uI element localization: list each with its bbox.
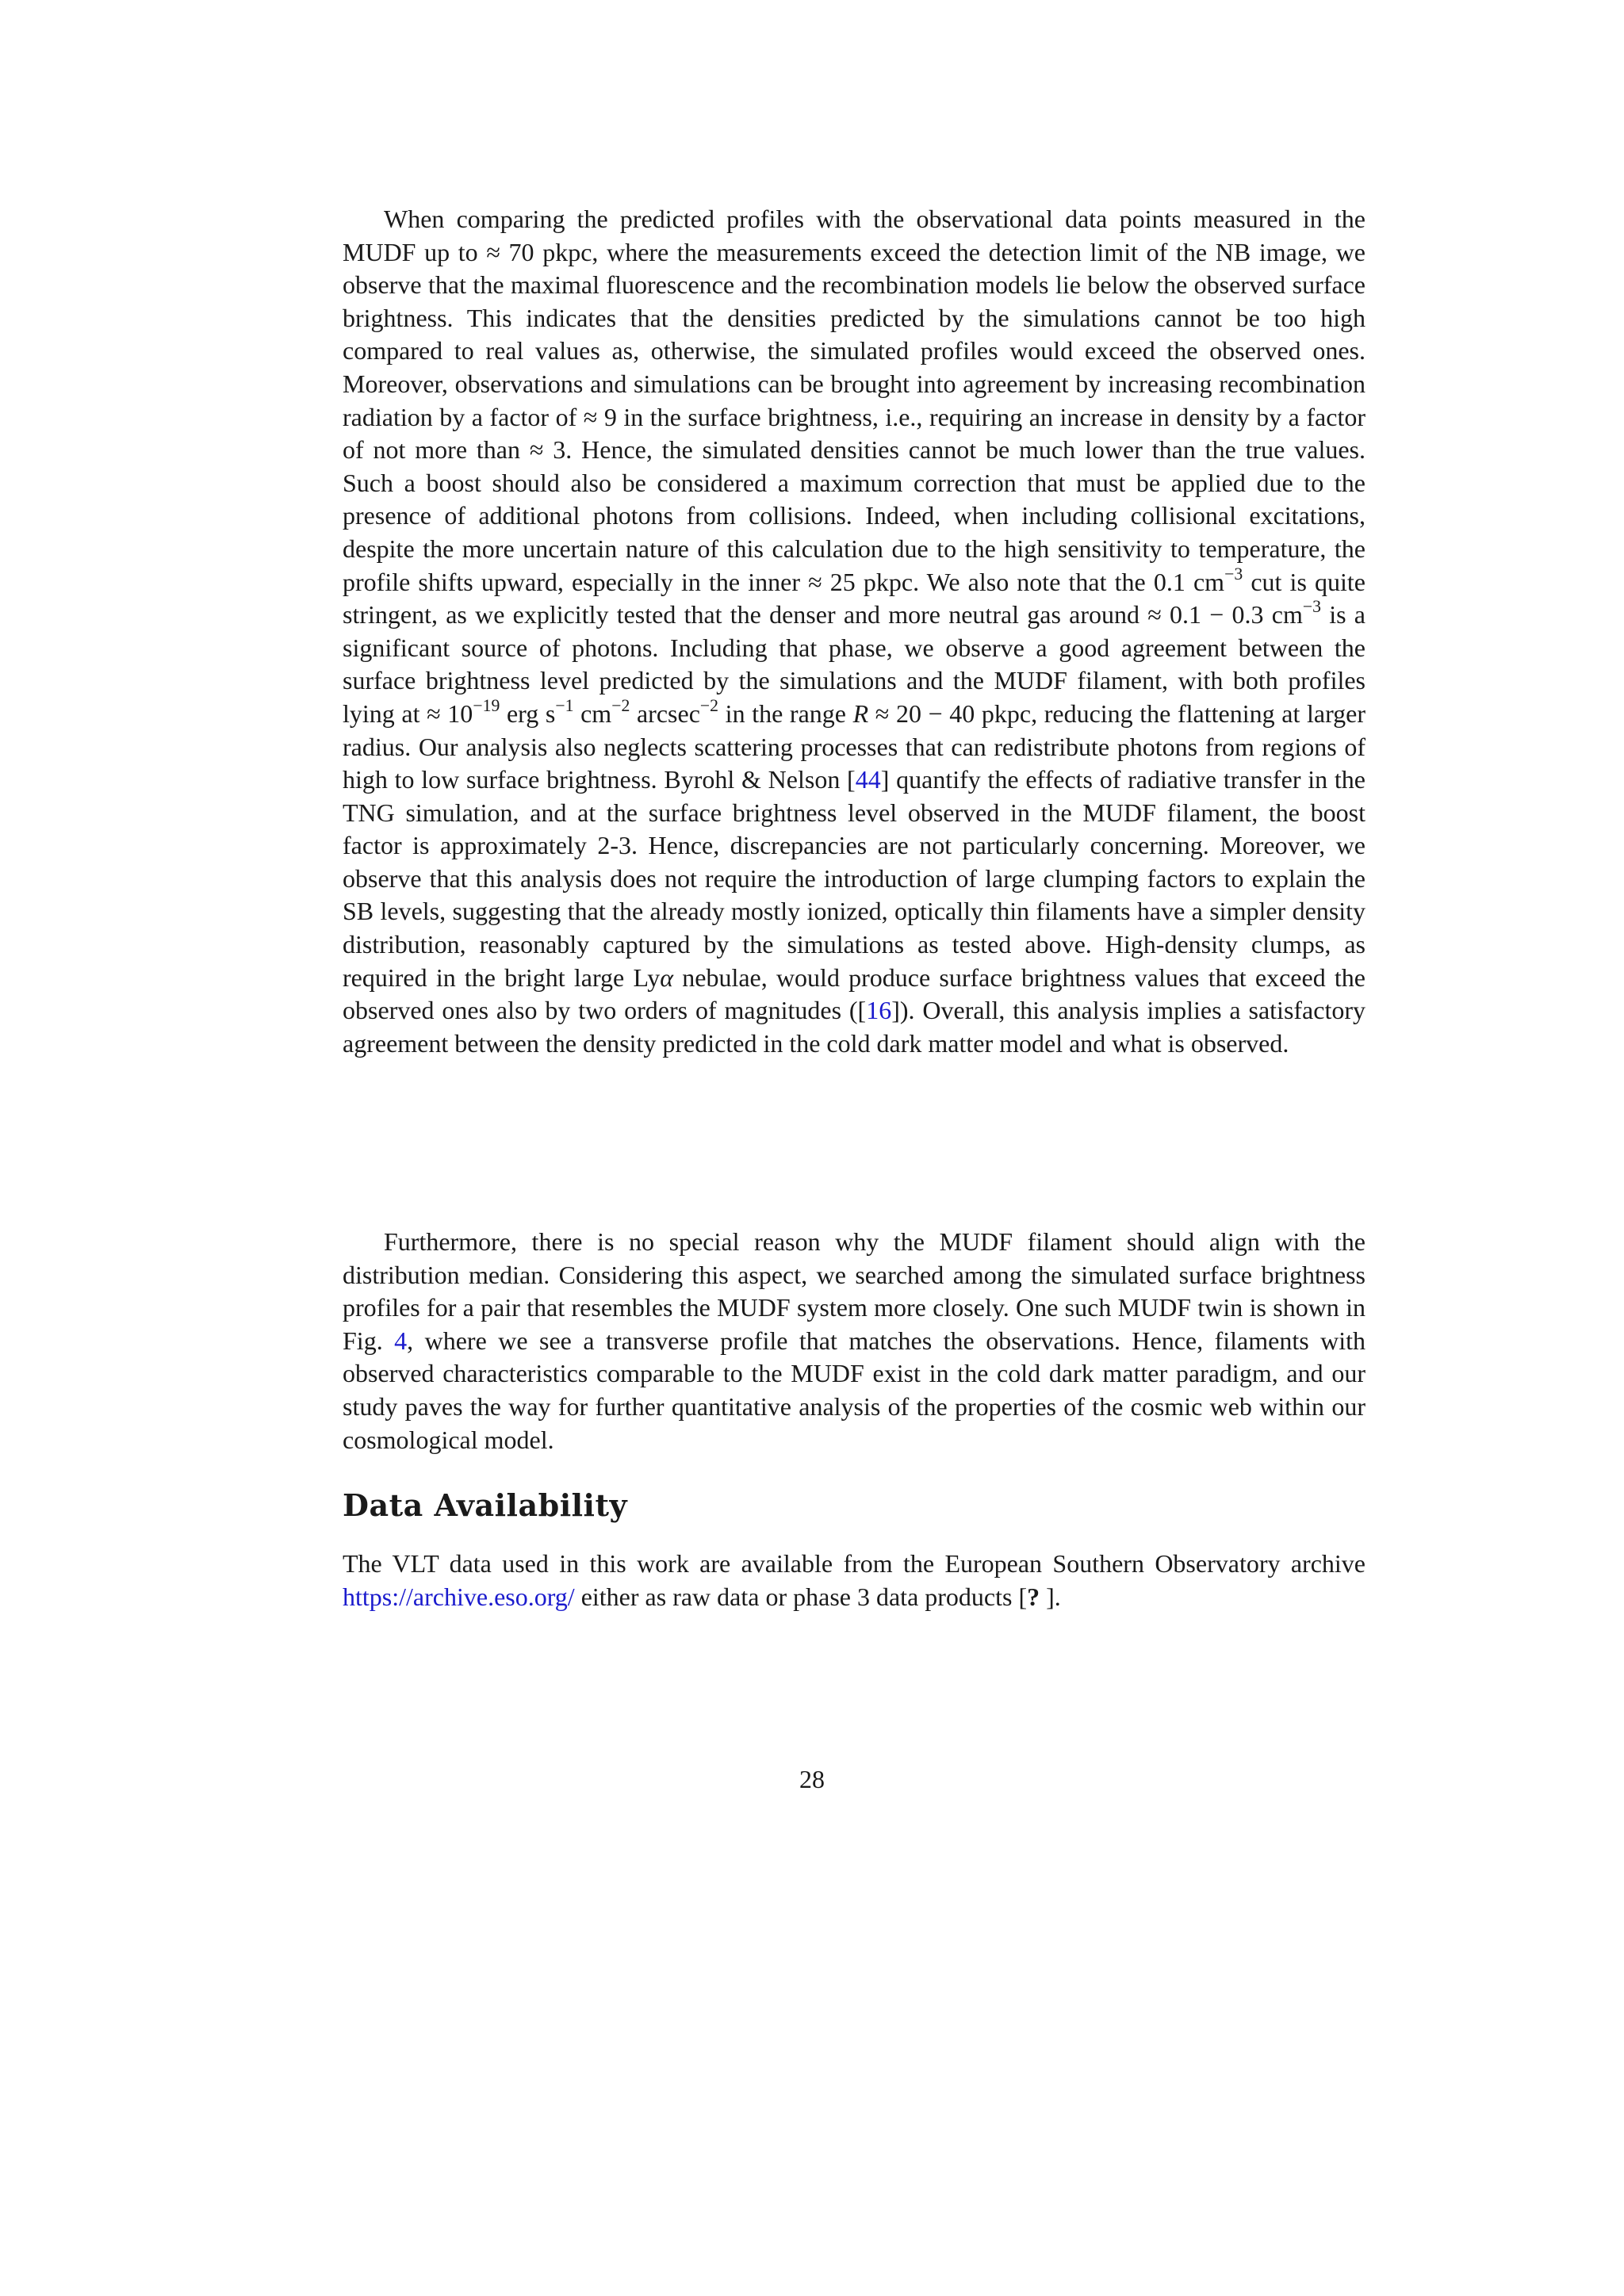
text-run: ≈ 20 − 40 pkpc, reducing the flattening at larger radius. Our analysis also neglects scattering processes that can redistribute photons from regions of high to low surface brightness. Byrohl & Nelson [ — [343, 698, 1366, 794]
text-run: , where we see a transverse profile that matches the observations. Hence, filaments with observed characteristics comparable to the MUDF exist in the cold dark matter paradigm, and our study paves the way for further quantitative analysis of the properties of the cosmic web within our cosmological model. — [343, 1326, 1366, 1454]
missing-citation: ? — [1027, 1582, 1040, 1611]
body-paragraph-2 — [343, 1226, 1365, 1456]
figure-link-4[interactable]: 4 — [394, 1326, 408, 1355]
text-run: cm — [573, 698, 612, 728]
math-variable: R — [852, 698, 869, 728]
text-run: nebulae, would produce surface brightness values that exceed the observed ones also by two orders of magnitudes ([ — [343, 962, 1366, 1025]
text-run: When comparing the predicted profiles with the observational data points measured in the MUDF up to ≈ 70 pkpc, where the measurements exceed the detection limit of the NB image, we observe that the maximal fluorescence and the recombination models lie below the observed surface brightness. This indicates that the densities predicted by the simulations cannot be too high compared to real values as, otherwise, the simulated profiles would exceed the observed ones. Moreover, observations and simulations can be brought into agreement by increasing recombination radiation by a factor of ≈ 9 in the surface brightness, i.e., requiring an increase in density by a factor of not more than ≈ 3. Hence, the simulated densities cannot be much lower than the true values. Such a boost should also be considered a maximum correction that must be applied due to the presence of additional photons from collisions. Indeed, when including collisional excitations, despite the more uncertain nature of this calculation due to the high sensitivity to temperature, the profile shifts upward, especially in the inner ≈ 25 pkpc. We also note that the 0.1 cm — [343, 205, 1365, 596]
text-run: cut is quite stringent, as we explicitly tested that the denser and more neutral gas around ≈ 0.1 − 0.3 cm — [343, 567, 1366, 629]
text-run: in the range — [718, 698, 853, 728]
text-run: ]. — [1040, 1582, 1061, 1611]
paragraph-text — [343, 1226, 1365, 1456]
archive-url-link[interactable]: https://archive.eso.org/ — [343, 1582, 575, 1611]
text-run: Furthermore, there is no special reason why the MUDF filament should align with the distribution median. Considering this aspect, we searched among the simulated surface brightness profiles for a pair that resembles the MUDF system more closely. One such MUDF twin is shown in Fig. — [343, 1227, 1365, 1355]
text-run: is a significant source of photons. Including that phase, we observe a good agreement between the surface brightness level predicted by the simulations and the MUDF filament, with both profiles lying at ≈ 10 — [343, 600, 1366, 728]
body-paragraph-1 — [343, 203, 1365, 1060]
paragraph-text — [343, 203, 1365, 1060]
data-availability-paragraph — [343, 1548, 1365, 1613]
math-symbol: α — [660, 962, 674, 992]
page-number: 28 — [799, 1765, 825, 1793]
paragraph-text — [343, 1548, 1365, 1613]
text-run: either as raw data or phase 3 data products [ — [574, 1582, 1028, 1611]
superscript: −3 — [1224, 564, 1243, 584]
citation-link-44[interactable]: 44 — [855, 765, 881, 794]
citation-link-16[interactable]: 16 — [866, 996, 892, 1025]
text-run: ] quantify the effects of radiative transfer in the TNG simulation, and at the surface brightness level observed in the MUDF filament, the boost factor is approximately 2-3. Hence, discrepancies are not particularly concerning. Moreover, we observe that this analysis does not require the introduction of large clumping factors to explain the SB levels, suggesting that the already mostly ionized, optically thin filaments have a simpler density distribution, reasonably captured by the simulations as tested above. High-density clumps, as required in the bright large Ly — [343, 765, 1366, 992]
text-run: ]). Overall, this analysis implies a satisfactory agreement between the density predicted in the cold dark matter model and what is observed. — [343, 996, 1366, 1058]
superscript: −3 — [1302, 597, 1322, 617]
section-heading: Data Availability — [343, 1487, 628, 1523]
text-run: arcsec — [630, 698, 700, 728]
superscript: −19 — [473, 696, 500, 716]
superscript: −2 — [611, 696, 630, 716]
superscript: −1 — [555, 696, 574, 716]
superscript: −2 — [699, 696, 719, 716]
text-run: The VLT data used in this work are available from the European Southern Observatory archive — [343, 1549, 1365, 1578]
text-run: erg s — [500, 698, 556, 728]
